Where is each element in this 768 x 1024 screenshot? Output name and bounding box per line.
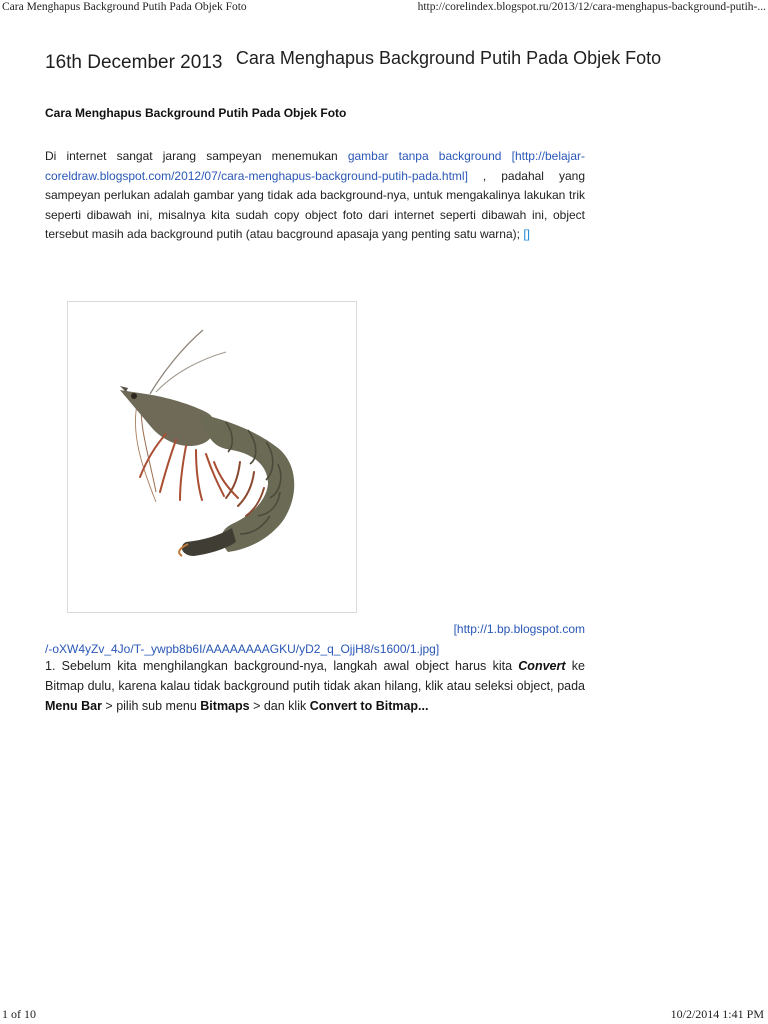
- step1-text-2: ke Bitmap dulu, karena kalau tidak background putih tidak akan hilang, klik atau seleksi object, pada: [45, 659, 585, 693]
- no-background-image-url-link[interactable]: [http://belajar-coreldraw.blogspot.com/2012/07/cara-menghapus-background-putih-pada.html]: [45, 149, 585, 183]
- step1-convert-to-bitmap: Convert to Bitmap...: [309, 699, 429, 713]
- image-caption-line-1[interactable]: [http://1.bp.blogspot.com: [453, 622, 585, 636]
- print-datetime: 10/2/2014 1:41 PM: [670, 1007, 764, 1021]
- post-date: 16th December 2013: [45, 52, 223, 73]
- antenna-2: [156, 352, 226, 392]
- step-1-paragraph: [45, 656, 585, 716]
- page-counter: 1 of 10: [2, 1007, 36, 1021]
- step1-convert: Convert: [518, 659, 566, 673]
- post-header: [45, 48, 695, 74]
- shrimp-eye: [131, 393, 137, 399]
- step1-bitmaps: Bitmaps: [200, 699, 250, 713]
- antenna-1: [150, 330, 203, 394]
- print-header: [0, 0, 768, 16]
- post-title[interactable]: Cara Menghapus Background Putih Pada Objek Foto: [235, 48, 662, 68]
- step1-menu-bar: Menu Bar: [45, 699, 102, 713]
- empty-bracket-link[interactable]: []: [523, 227, 530, 241]
- no-background-image-link[interactable]: gambar tanpa background: [347, 149, 502, 163]
- intro-text-after-link: , padahal yang sampeyan perlukan adalah gambar yang tidak ada background-nya, untuk mengakalinya lakukan trik seperti dibawah ini, misalnya kita sudah copy object foto dari internet seperti dibawah ini, object tersebut masih ada background putih (atau bacground apasaja yang penting satu warna);: [45, 168, 585, 241]
- step1-text-4: > dan klik: [249, 699, 310, 713]
- step1-text-3: > pilih sub menu: [101, 699, 201, 713]
- intro-paragraph: [45, 147, 585, 245]
- print-footer: [0, 1006, 768, 1024]
- step1-text-1: 1. Sebelum kita menghilangkan background-nya, langkah awal object harus kita: [45, 659, 519, 673]
- print-header-title: Cara Menghapus Background Putih Pada Objek Foto: [2, 1, 247, 13]
- shrimp-photo: [68, 302, 356, 612]
- image-caption-line-2[interactable]: /-oXW4yZv_4Jo/T-_ywpb8b6I/AAAAAAAAGKU/yD2_q_OjjH8/s1600/1.jpg]: [45, 641, 440, 656]
- shrimp-photo-frame[interactable]: [67, 301, 357, 613]
- image-caption[interactable]: [45, 620, 585, 659]
- intro-text-before-link: Di internet sangat jarang sampeyan menemukan: [45, 149, 348, 163]
- post-subtitle: Cara Menghapus Background Putih Pada Objek Foto: [45, 106, 347, 120]
- print-header-url: http://corelindex.blogspot.ru/2013/12/cara-menghapus-background-putih-...: [417, 1, 766, 13]
